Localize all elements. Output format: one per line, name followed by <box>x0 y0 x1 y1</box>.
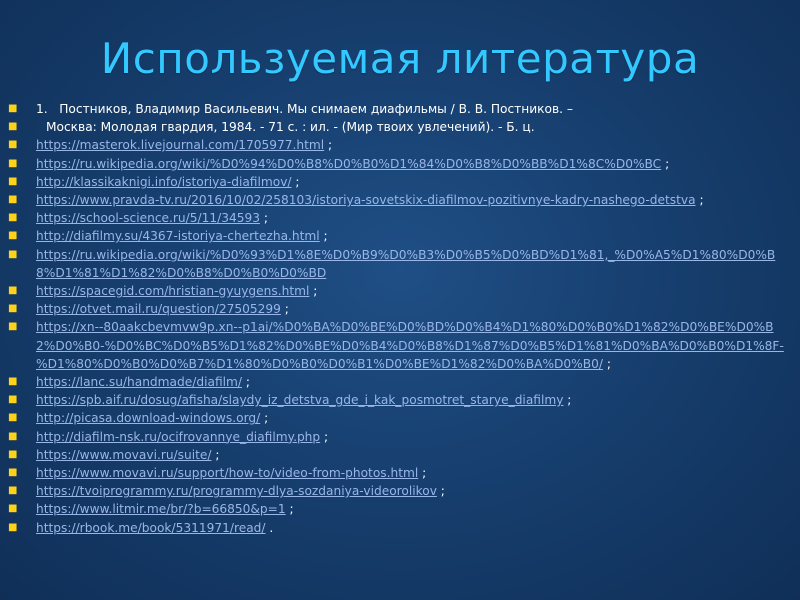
separator: ; <box>320 429 329 444</box>
slide-title: Используемая литература <box>100 34 700 83</box>
list-item <box>8 391 792 409</box>
reference-item-1 <box>8 100 792 118</box>
list-item <box>8 155 792 173</box>
reference-link[interactable]: https://school-science.ru/5/11/34593 <box>36 211 260 226</box>
reference-link[interactable]: https://www.pravda-tv.ru/2016/10/02/258103/istoriya-sovetskix-diafilmov-pozitivnye-kadry-nashego-detstva <box>36 193 696 208</box>
reference-link[interactable]: https://spb.aif.ru/dosug/afisha/slaydy_iz_detstva_gde_i_kak_posmotret_starye_diafilmy <box>36 393 564 408</box>
list-item <box>8 173 792 191</box>
list-item <box>8 373 792 391</box>
separator: ; <box>602 356 611 371</box>
reference-link[interactable]: http://diafilm-nsk.ru/ocifrovannye_diafilmy.php <box>36 429 321 444</box>
reference-link[interactable]: https://spacegid.com/hristian-gyuygens.html <box>36 284 310 299</box>
reference-line-2: Москва: Молодая гвардия, 1984. - 71 с. : ил. - (Мир твоих увлечений). - Б. ц. <box>46 120 535 135</box>
reference-link[interactable]: https://www.movavi.ru/support/how-to/video-from-photos.html <box>36 466 419 481</box>
list-item <box>8 428 792 446</box>
reference-list <box>8 100 792 537</box>
separator: . <box>265 520 274 535</box>
list-item <box>8 500 792 518</box>
reference-link[interactable]: https://tvoiprogrammy.ru/programmy-dlya-sozdaniya-videorolikov <box>36 484 437 499</box>
separator: ; <box>211 447 220 462</box>
reference-link[interactable]: https://www.litmir.me/br/?b=66850&p=1 <box>36 502 286 517</box>
reference-item-1-continued <box>8 118 792 136</box>
list-item <box>8 464 792 482</box>
list-item <box>8 227 792 245</box>
separator: ; <box>280 302 289 317</box>
separator: ; <box>695 193 704 208</box>
list-item <box>8 446 792 464</box>
separator: ; <box>319 229 328 244</box>
reference-link[interactable]: https://otvet.mail.ru/question/27505299 <box>36 302 281 317</box>
separator: ; <box>661 156 670 171</box>
separator: ; <box>285 502 294 517</box>
separator: ; <box>436 484 445 499</box>
list-item <box>8 409 792 427</box>
reference-link[interactable]: https://xn--80aakcbevmvw9p.xn--p1ai/%D0%BA%D0%BE%D0%BD%D0%B4%D1%80%D0%B0%D1%82%D0%BE%D0%B2%D0%B0-%D0%BC%D0%B5%D1%82%D0%BE%D0%B4%D0%B8%D1%87%D0%B5%D1%81%D0%BA%D0%B0%D1%8F-%D1%80%D0%B0%D0%B7%D1%80%D0%B0%D0%B1%D0%BE%D1%82%D0%BA%D0%B0/ <box>36 320 784 371</box>
separator: ; <box>563 393 572 408</box>
list-item <box>8 318 792 373</box>
reference-link[interactable]: https://ru.wikipedia.org/wiki/%D0%94%D0%B8%D0%B0%D1%84%D0%B8%D0%BB%D1%8C%D0%BC <box>36 156 662 171</box>
reference-link[interactable]: http://klassikaknigi.info/istoriya-diafilmov/ <box>36 174 292 189</box>
separator: ; <box>242 375 250 390</box>
list-item <box>8 246 792 282</box>
reference-link[interactable]: https://ru.wikipedia.org/wiki/%D0%93%D1%8E%D0%B9%D0%B3%D0%B5%D0%BD%D1%81,_%D0%A5%D1%80%D0%B8%D1%81%D1%82%D0%B8%D0%B0%D0%BD <box>36 247 776 280</box>
list-item <box>8 209 792 227</box>
reference-link[interactable]: https://rbook.me/book/5311971/read/ <box>36 520 266 535</box>
separator: ; <box>418 466 427 481</box>
reference-link[interactable]: https://lanc.su/handmade/diafilm/ <box>36 375 242 390</box>
separator: ; <box>259 211 268 226</box>
separator: ; <box>291 174 300 189</box>
list-item <box>8 191 792 209</box>
list-item <box>8 282 792 300</box>
list-item <box>8 519 792 537</box>
list-item <box>8 300 792 318</box>
separator: ; <box>309 284 318 299</box>
reference-link[interactable]: http://picasa.download-windows.org/ <box>36 411 261 426</box>
reference-link[interactable]: http://diafilmy.su/4367-istoriya-chertezha.html <box>36 229 320 244</box>
reference-link[interactable]: https://www.movavi.ru/suite/ <box>36 447 212 462</box>
separator: ; <box>324 138 333 153</box>
list-item <box>8 136 792 154</box>
reference-link[interactable]: https://masterok.livejournal.com/1705977.html <box>36 138 325 153</box>
list-item <box>8 482 792 500</box>
reference-line-1: Постников, Владимир Васильевич. Мы снимаем диафильмы / В. В. Постников. – <box>59 102 573 116</box>
reference-number: 1. <box>36 102 48 116</box>
separator: ; <box>260 411 269 426</box>
